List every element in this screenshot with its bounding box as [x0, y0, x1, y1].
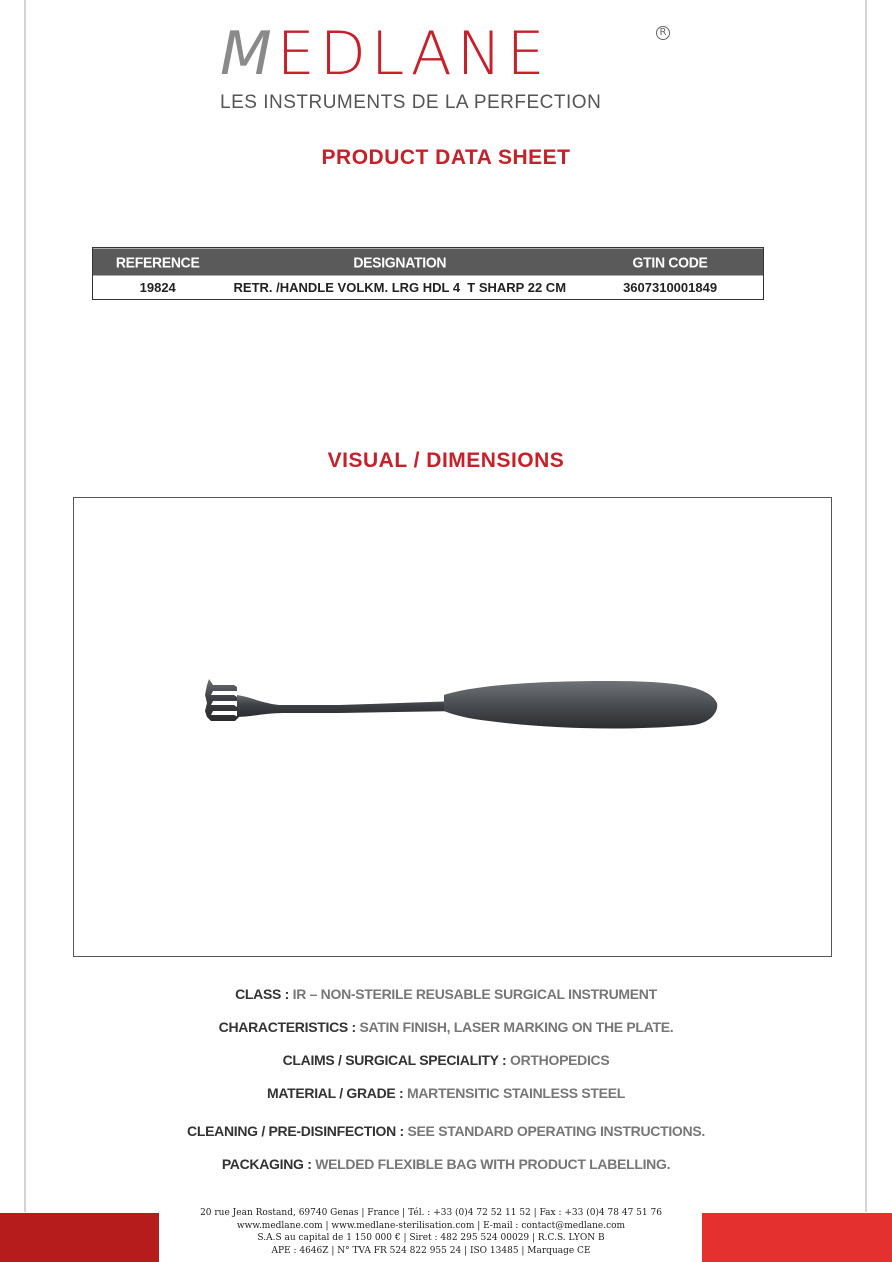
- product-data-sheet-title: PRODUCT DATA SHEET: [321, 146, 571, 169]
- spec-value: WELDED FLEXIBLE BAG WITH PRODUCT LABELLING.: [315, 1156, 671, 1172]
- header-designation: DESIGNATION: [222, 247, 577, 275]
- logo-letter-m: M: [220, 19, 277, 89]
- cell-reference: 19824: [93, 275, 223, 300]
- spec-value: MARTENSITIC STAINLESS STEEL: [407, 1085, 625, 1101]
- spec-value: SEE STANDARD OPERATING INSTRUCTIONS.: [407, 1123, 705, 1139]
- spec-key: CHARACTERISTICS :: [218, 1019, 360, 1035]
- footer-company-registration: S.A.S au capital de 1 150 000 € | Siret : 482 295 524 00029 | R.C.S. LYON B: [257, 1233, 605, 1243]
- spec-characteristics: [0, 1019, 892, 1035]
- spec-class: [0, 986, 892, 1002]
- footer-red-bar-right: [702, 1213, 892, 1262]
- logo-letters-rest: EDLANE: [276, 19, 550, 89]
- spec-key: CLASS :: [235, 986, 293, 1002]
- spec-value: SATIN FINISH, LASER MARKING ON THE PLATE.: [359, 1019, 674, 1035]
- spec-material: [0, 1085, 892, 1101]
- registered-mark: R: [656, 26, 670, 40]
- footer-contact-info: [160, 1207, 702, 1257]
- spec-key: MATERIAL / GRADE :: [266, 1085, 407, 1101]
- spec-packaging: [0, 1156, 892, 1172]
- footer-websites: www.medlane.com | www.medlane-sterilisation.com | E-mail : contact@medlane.com: [236, 1220, 626, 1231]
- footer-address: 20 rue Jean Rostand, 69740 Genas | France | Tél. : +33 (0)4 72 52 11 52 | Fax : +33 (0)4 78 47 51 76: [200, 1208, 662, 1218]
- spec-value: IR – NON-STERILE REUSABLE SURGICAL INSTRUMENT: [292, 986, 657, 1002]
- reference-table: [92, 247, 764, 300]
- cell-designation: RETR. /HANDLE VOLKM. LRG HDL 4 T SHARP 22 CM: [222, 275, 577, 300]
- footer-tax-certification: APE : 4646Z | N° TVA FR 524 822 955 24 | ISO 13485 | Marquage CE: [271, 1245, 591, 1256]
- logo-tagline: LES INSTRUMENTS DE LA PERFECTION: [220, 92, 602, 113]
- spec-claims: [0, 1052, 892, 1068]
- table-row: [93, 275, 764, 300]
- logo-wordmark: [220, 19, 660, 89]
- product-visual-frame: [73, 497, 832, 957]
- cell-gtin-code: 3607310001849: [577, 275, 763, 300]
- spec-cleaning: [0, 1123, 892, 1139]
- footer-red-bar-left: [0, 1213, 159, 1262]
- spec-key: PACKAGING :: [221, 1156, 316, 1172]
- retractor-instrument-image: [189, 673, 719, 743]
- spec-key: CLAIMS / SURGICAL SPECIALITY :: [282, 1052, 511, 1068]
- visual-dimensions-title: VISUAL / DIMENSIONS: [327, 449, 565, 472]
- table-header-row: [93, 248, 764, 275]
- header-reference: REFERENCE: [93, 247, 223, 275]
- medlane-logo: [220, 19, 680, 114]
- spec-key: CLEANING / PRE-DISINFECTION :: [187, 1123, 408, 1139]
- spec-value: ORTHOPEDICS: [510, 1052, 610, 1068]
- header-gtin-code: GTIN CODE: [577, 247, 763, 275]
